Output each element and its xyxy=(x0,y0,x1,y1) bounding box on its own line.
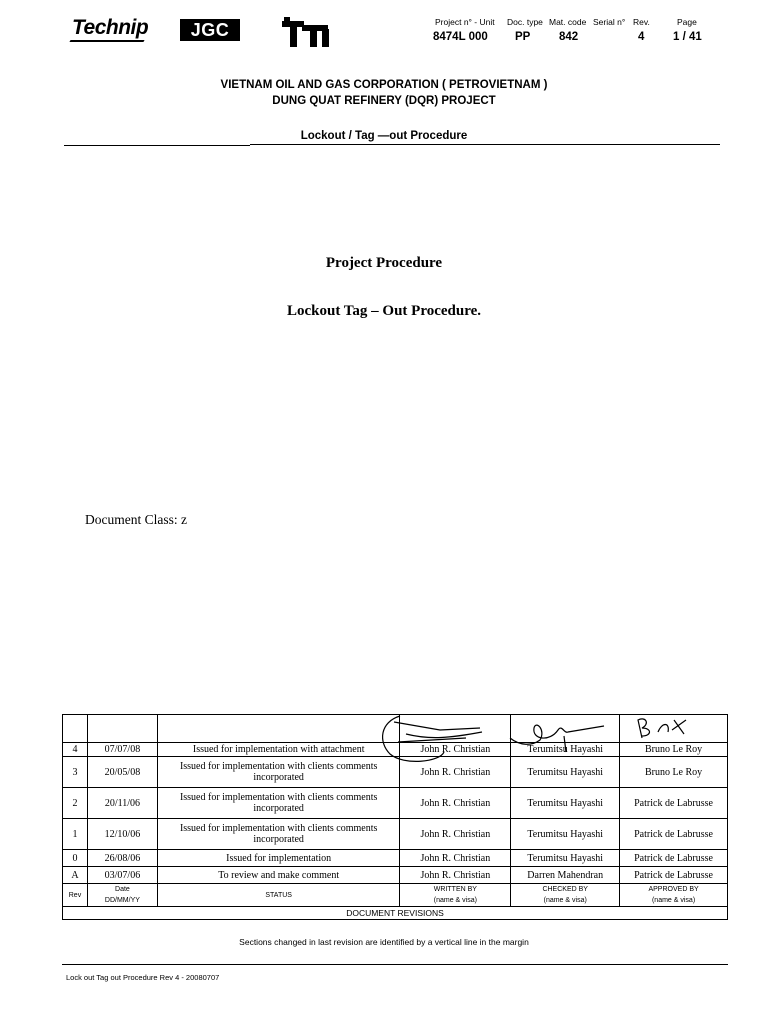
checked-by-cell: Terumitsu Hayashi xyxy=(511,819,620,850)
header-date: Date DD/MM/YY xyxy=(87,884,157,907)
written-by-cell: John R. Christian xyxy=(400,867,511,884)
status-cell: Issued for implementation with clients comments incorporated xyxy=(157,788,400,819)
footer-text: Lock out Tag out Procedure Rev 4 - 20080707 xyxy=(66,973,220,982)
approved-by-cell: Bruno Le Roy xyxy=(620,743,728,757)
status-cell: Issued for implementation with clients comments incorporated xyxy=(157,757,400,788)
table-row xyxy=(63,788,728,819)
footer-rule xyxy=(62,964,728,965)
checked-by-cell: Terumitsu Hayashi xyxy=(511,850,620,867)
label-project-unit: Project n° - Unit xyxy=(435,17,495,27)
approved-by-cell: Patrick de Labrusse xyxy=(620,788,728,819)
rule-left xyxy=(64,145,250,146)
value-serial: 842 xyxy=(559,31,579,43)
date-cell: 07/07/08 xyxy=(87,743,157,757)
header-checked-by: CHECKED BY (name & visa) xyxy=(511,884,620,907)
table-row xyxy=(63,867,728,884)
technip-logo: Technip xyxy=(72,16,149,39)
jgc-logo: JGC xyxy=(180,19,240,41)
written-by-cell: John R. Christian xyxy=(400,819,511,850)
status-cell: Issued for implementation xyxy=(157,850,400,867)
rule-right xyxy=(250,144,720,145)
rev-cell: 1 xyxy=(63,819,88,850)
table-row xyxy=(63,819,728,850)
date-cell: 03/07/06 xyxy=(87,867,157,884)
company-title: VIETNAM OIL AND GAS CORPORATION ( PETROVIETNAM ) xyxy=(220,79,548,91)
status-cell: Issued for implementation with clients comments incorporated xyxy=(157,819,400,850)
signature-row xyxy=(63,715,728,743)
date-cell: 20/05/08 xyxy=(87,757,157,788)
table-row xyxy=(63,850,728,867)
date-cell: 20/11/06 xyxy=(87,788,157,819)
procedure-title: Lockout Tag – Out Procedure. xyxy=(286,303,482,319)
label-rev: Rev. xyxy=(633,17,650,27)
approved-by-cell: Patrick de Labrusse xyxy=(620,819,728,850)
value-rev: 4 xyxy=(638,31,645,43)
document-class: Document Class: z xyxy=(85,512,187,527)
header-approved-by: APPROVED BY (name & visa) xyxy=(620,884,728,907)
value-page: 1 / 41 xyxy=(673,31,702,43)
approved-by-cell: Bruno Le Roy xyxy=(620,757,728,788)
table-row xyxy=(63,743,728,757)
label-doc-type: Doc. type xyxy=(507,17,543,27)
approved-by-cell: Patrick de Labrusse xyxy=(620,867,728,884)
approved-by-cell: Patrick de Labrusse xyxy=(620,850,728,867)
rev-cell: 4 xyxy=(63,743,88,757)
written-by-cell: John R. Christian xyxy=(400,757,511,788)
written-by-cell: John R. Christian xyxy=(400,788,511,819)
checked-by-cell: Terumitsu Hayashi xyxy=(511,743,620,757)
technip-logo-swoosh xyxy=(69,40,144,42)
rev-cell: 2 xyxy=(63,788,88,819)
revision-note: Sections changed in last revision are identified by a vertical line in the margin xyxy=(239,937,529,947)
rev-cell: A xyxy=(63,867,88,884)
status-cell: To review and make comment xyxy=(157,867,400,884)
document-subject: Lockout / Tag —out Procedure xyxy=(300,130,468,142)
procedure-heading: Project Procedure xyxy=(325,255,443,271)
value-project-unit: 8474L 000 xyxy=(433,31,488,43)
date-cell: 12/10/06 xyxy=(87,819,157,850)
rev-cell: 0 xyxy=(63,850,88,867)
checked-by-cell: Terumitsu Hayashi xyxy=(511,788,620,819)
document-revisions-table xyxy=(62,714,728,920)
table-title-row xyxy=(63,907,728,920)
written-by-cell: John R. Christian xyxy=(400,850,511,867)
label-serial: Serial n° xyxy=(593,17,626,27)
header-written-by: WRITTEN BY (name & visa) xyxy=(400,884,511,907)
label-mat-code: Mat. code xyxy=(549,17,587,27)
date-cell: 26/08/06 xyxy=(87,850,157,867)
project-title: DUNG QUAT REFINERY (DQR) PROJECT xyxy=(272,95,496,107)
table-row xyxy=(63,757,728,788)
checked-by-cell: Darren Mahendran xyxy=(511,867,620,884)
header-rev: Rev xyxy=(63,884,88,907)
status-cell: Issued for implementation with attachment xyxy=(157,743,400,757)
document-revisions-title: DOCUMENT REVISIONS xyxy=(63,907,728,920)
header-status: STATUS xyxy=(157,884,400,907)
tt-logo xyxy=(280,15,336,49)
checked-by-cell: Terumitsu Hayashi xyxy=(511,757,620,788)
value-doc-type: PP xyxy=(515,31,531,43)
written-by-cell: John R. Christian xyxy=(400,743,511,757)
rev-cell: 3 xyxy=(63,757,88,788)
label-page: Page xyxy=(677,17,697,27)
column-header-row xyxy=(63,884,728,907)
